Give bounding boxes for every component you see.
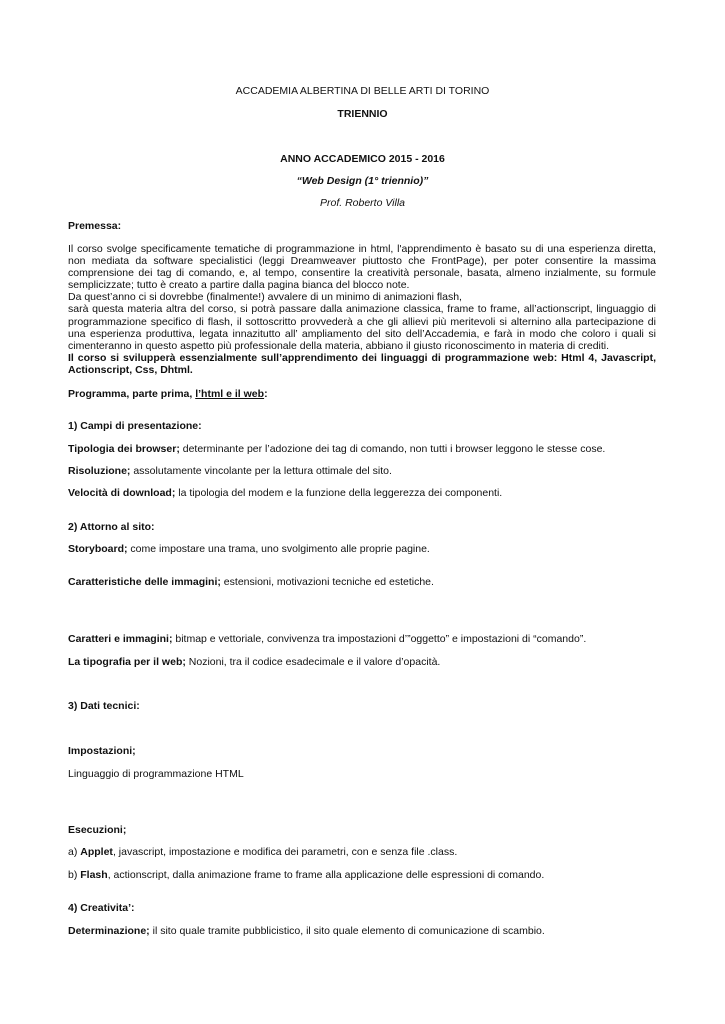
program-title: TRIENNIO bbox=[337, 108, 388, 120]
item-term: Storyboard; bbox=[68, 543, 128, 555]
premessa-paragraph-3: sarà questa materia altra del corso, si potrà passare dalla animazione classica, frame to frame, all’actionscript, linguaggio di programmazione specifico di flash, il sottoscritto provvederà a che gli allievi più meritevoli si alternino alla partecipazione di una esperienza produttiva, legata innazitutto all’ ampliamento del sito dell’Accademia, e farà in modo che coloro i quali si cimenteranno in questo aspetto più professionale della materia, abbiano il giusto riconoscimento in materia di crediti. bbox=[68, 303, 656, 352]
section-3-heading: 3) Dati tecnici: bbox=[68, 700, 140, 712]
item-term: Risoluzione; bbox=[68, 465, 131, 477]
item-text: la tipologia del modem e la funzione della leggerezza dei componenti. bbox=[175, 487, 503, 499]
list-item bbox=[68, 633, 656, 646]
premessa-paragraph-1: Il corso svolge specificamente tematiche di programmazione in html, l'apprendimento è basato su di una esperienza diretta, non mediata da software specialistici (leggi Dreamweaver piuttosto che FrontPage), per poter consentire la massima comprensione dei tag di comando, e, al tempo, consentire la creatività personale, basata, almeno inzialmente, su formule semplicizzate; tutto è creato a partire dalla pagina bianca del blocco note. bbox=[68, 243, 656, 292]
item-term: Caratteristiche delle immagini; bbox=[68, 576, 221, 588]
item-text: il sito quale tramite pubblicistico, il sito quale elemento di comunicazione di scambio. bbox=[149, 925, 545, 937]
premessa-heading: Premessa: bbox=[68, 220, 122, 232]
premessa-body bbox=[68, 243, 656, 376]
programma-prefix: Programma, parte prima, bbox=[68, 388, 196, 400]
item-term: La tipografia per il web; bbox=[68, 656, 186, 668]
item-text: determinante per l’adozione dei tag di comando, non tutti i browser leggono le stesse cose. bbox=[179, 443, 606, 455]
programma-suffix: : bbox=[264, 388, 268, 400]
item-term: Determinazione; bbox=[68, 925, 150, 937]
list-item bbox=[68, 543, 656, 556]
premessa-paragraph-4: Il corso si svilupperà essenzialmente sull’apprendimento dei linguaggi di programmazione web: Html 4, Javascript, Actionscript, Css, Dhtml. bbox=[68, 351, 656, 376]
institution-name: ACCADEMIA ALBERTINA DI BELLE ARTI DI TORINO bbox=[235, 85, 490, 97]
item-term: Caratteri e immagini; bbox=[68, 633, 173, 645]
list-item bbox=[68, 656, 656, 669]
item-text: , actionscript, dalla animazione frame to frame alla applicazione delle espressioni di comando. bbox=[107, 869, 545, 881]
list-item bbox=[68, 869, 656, 882]
section-1-heading: 1) Campi di presentazione: bbox=[68, 420, 202, 432]
professor-name: Prof. Roberto Villa bbox=[319, 197, 405, 209]
list-item bbox=[68, 443, 656, 456]
section-4-heading: 4) Creativita’: bbox=[68, 902, 135, 914]
programma-underlined: l’html e il web bbox=[195, 388, 265, 400]
list-item bbox=[68, 576, 656, 589]
item-term: Velocità di download; bbox=[68, 487, 176, 499]
item-text: assolutamente vincolante per la lettura ottimale del sito. bbox=[130, 465, 392, 477]
premessa-paragraph-2: Da quest’anno ci si dovrebbe (finalmente!) avvalere di un minimo di animazioni flash, bbox=[68, 291, 462, 304]
item-text: , javascript, impostazione e modifica dei parametri, con e senza file .class. bbox=[112, 846, 458, 858]
programma-heading bbox=[68, 388, 656, 401]
section-2-heading: 2) Attorno al sito: bbox=[68, 521, 155, 533]
item-text: Nozioni, tra il codice esadecimale e il valore d’opacità. bbox=[185, 656, 441, 668]
item-text: come impostare una trama, uno svolgimento alle proprie pagine. bbox=[127, 543, 430, 555]
esecuzioni-heading: Esecuzioni; bbox=[68, 824, 127, 836]
list-item bbox=[68, 465, 656, 478]
item-term: Tipologia dei browser; bbox=[68, 443, 180, 455]
item-text: bitmap e vettoriale, convivenza tra impostazioni d’”oggetto” e impostazioni di “comando”. bbox=[172, 633, 587, 645]
impostazioni-heading: Impostazioni; bbox=[68, 745, 136, 757]
item-term: Applet bbox=[80, 846, 113, 858]
list-item bbox=[68, 846, 656, 859]
item-text: estensioni, motivazioni tecniche ed estetiche. bbox=[220, 576, 434, 588]
item-term: Flash bbox=[80, 869, 108, 881]
course-title: “Web Design (1° triennio)” bbox=[296, 175, 429, 187]
item-prefix: a) bbox=[68, 846, 81, 858]
list-item bbox=[68, 487, 656, 500]
list-item bbox=[68, 925, 656, 938]
academic-year: ANNO ACCADEMICO 2015 - 2016 bbox=[280, 153, 445, 165]
impostazioni-text: Linguaggio di programmazione HTML bbox=[68, 768, 244, 780]
item-prefix: b) bbox=[68, 869, 81, 881]
